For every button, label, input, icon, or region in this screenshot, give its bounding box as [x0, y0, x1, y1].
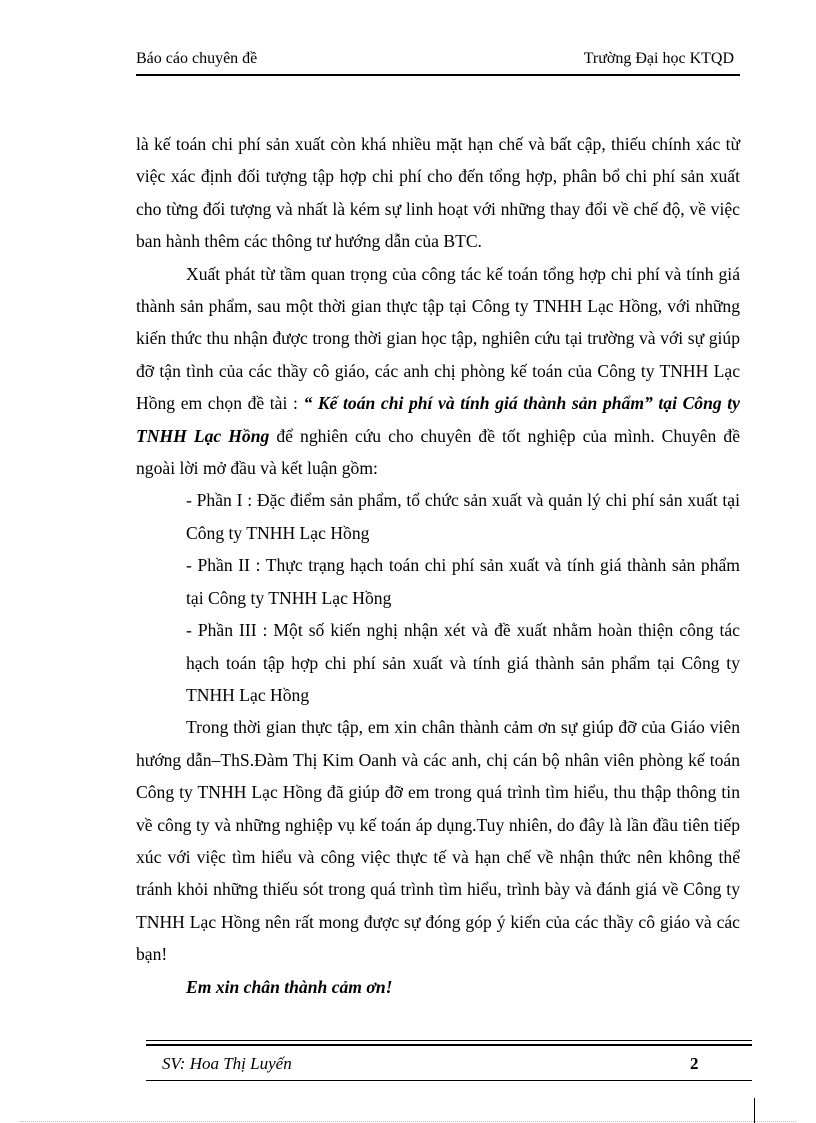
header-left: Báo cáo chuyên đề [136, 50, 258, 67]
footer-rule-bottom [146, 1080, 752, 1081]
footer-rule-top [146, 1040, 752, 1041]
list-item-part-1: - Phần I : Đặc điểm sản phẩm, tổ chức sản xuất và quản lý chi phí sản xuất tại Công ty TNHH Lạc Hồng [186, 490, 740, 543]
page-header [136, 48, 740, 76]
list-item-part-2: - Phần II : Thực trạng hạch toán chi phí sản xuất và tính giá thành sản phẩm tại Công ty TNHH Lạc Hồng [186, 555, 740, 608]
paragraph-2-intro: Xuất phát từ tầm quan trọng của công tác kế toán tổng hợp chi phí và tính giá thành sản phẩm, sau một thời gian thực tập tại Công ty TNHH Lạc Hồng, với những kiến thức thu nhận được trong thời gian học tập, nghiên cứu tại trường và với sự giúp đỡ tận tình của các thầy cô giáo, các anh chị phòng kế toán của Công ty TNHH Lạc Hồng em chọn đề tài : [136, 263, 740, 414]
thanks-line: Em xin chân thành cảm ơn! [186, 976, 393, 997]
paragraph-2-rest: để nghiên cứu cho chuyên đề tốt nghiệp của mình. Chuyên đề ngoài lời mở đầu và kết luận gồm: [136, 425, 741, 479]
margin-mark [754, 1098, 755, 1123]
footer-student: SV: Hoa Thị Luyến [162, 1054, 292, 1073]
list-item-part-3: - Phần III : Một số kiến nghị nhận xét và đề xuất nhằm hoàn thiện công tác hạch toán tập hợp chi phí sản xuất và tính giá thành sản phẩm tại Công ty TNHH Lạc Hồng [186, 620, 740, 705]
paragraph-2 [136, 258, 740, 485]
footer-rule-double [146, 1044, 752, 1046]
document-body [136, 128, 740, 1003]
page-edge-dots [20, 1121, 796, 1122]
footer-page-number: 2 [690, 1054, 699, 1073]
header-right: Trường Đại học KTQD [583, 50, 734, 67]
paragraph-1: là kế toán chi phí sản xuất còn khá nhiều mặt hạn chế và bất cập, thiếu chính xác từ việc xác định đối tượng tập hợp chi phí cho đến tổng hợp, phân bổ chi phí sản xuất cho từng đối tượng và nhất là kém sự linh hoạt với những thay đổi về chế độ, về việc ban hành thêm các thông tư hướng dẫn của BTC. [136, 134, 740, 252]
paragraph-3: Trong thời gian thực tập, em xin chân thành cảm ơn sự giúp đỡ của Giáo viên hướng dẫn–ThS.Đàm Thị Kim Oanh và các anh, chị cán bộ nhân viên phòng kế toán Công ty TNHH Lạc Hồng đã giúp đỡ em trong quá trình tìm hiểu, thu thập thông tin về công ty và những nghiệp vụ kế toán áp dụng.Tuy nhiên, do đây là lần đầu tiên tiếp xúc với việc tìm hiểu và công việc thực tế và hạn chế về nhận thức nên không thể tránh khỏi những thiếu sót trong quá trình tìm hiểu, trình bày và đánh giá về Công ty TNHH Lạc Hồng nên rất mong được sự đóng góp ý kiến của các thầy cô giáo và các bạn! [136, 717, 740, 965]
thesis-title: “ Kế toán chi phí và tính giá thành sản phẩm” tại Công ty TNHH Lạc Hồng [136, 393, 740, 446]
